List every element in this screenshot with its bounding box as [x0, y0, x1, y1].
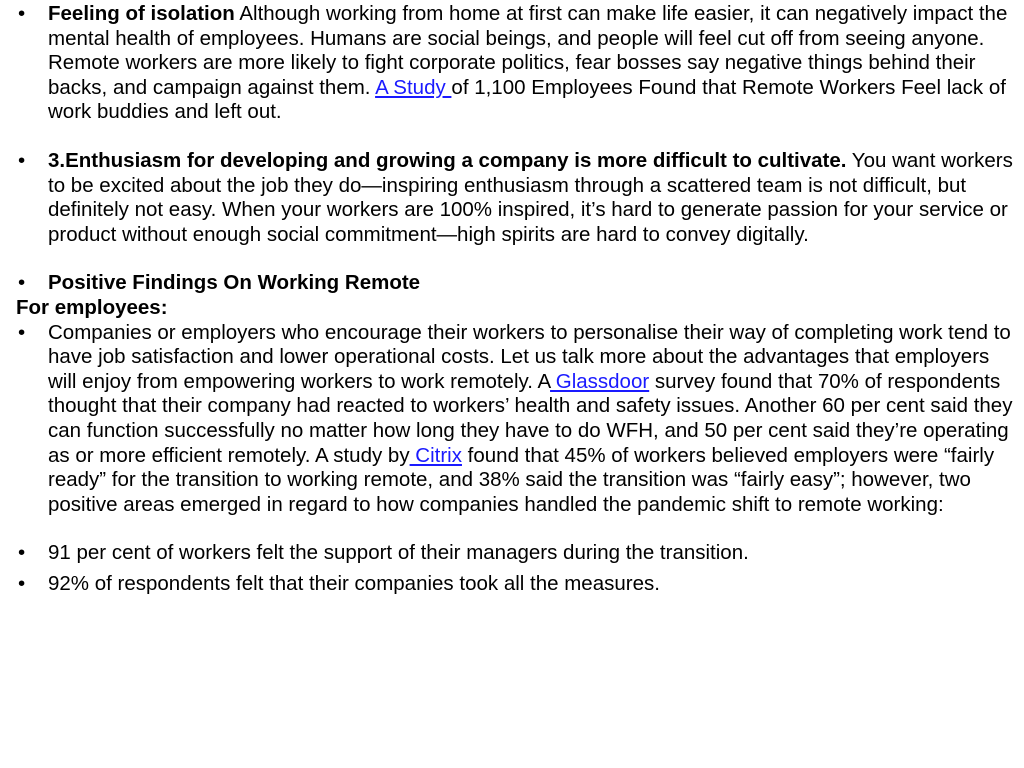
positive-heading: Positive Findings On Working Remote: [48, 271, 421, 295]
isolation-bullet-item: [14, 2, 1014, 125]
slide-content: [14, 2, 1014, 596]
bullet-icon: •: [18, 571, 26, 595]
bullet-icon: •: [18, 271, 26, 295]
isolation-text-end: of 1,100 Employees Found that Remote Workers Feel lack of work buddies and left out.: [48, 75, 1006, 124]
spacer: [14, 247, 1014, 271]
companies-text-3: found that 45% of workers believed employers were “fairly ready” for the transition to working remote, and 38% said the transition was “fairly easy”; however, two positive areas emerged in regard to how companies handled the pandemic shift to remote working:: [48, 443, 995, 516]
finding-item-2: [14, 572, 1014, 597]
isolation-text: Although working from home at first can make life easier, it can negatively impact the mental health of employees. Humans are social beings, and people will feel cut off from seeing anyone. Remote workers are more likely to fight corporate politics, fear bosses say negative things behind their backs, and campaign against them.: [48, 2, 1008, 99]
bullet-icon: •: [18, 320, 26, 344]
finding-item-1: [14, 541, 1014, 566]
spacer: [14, 125, 1014, 149]
finding-text-2: 92% of respondents felt that their companies took all the measures.: [48, 571, 660, 595]
spacer: [14, 517, 1014, 541]
bullet-icon: •: [18, 2, 26, 25]
citrix-link[interactable]: Citrix: [409, 443, 462, 467]
bullet-icon: •: [18, 148, 26, 172]
bullet-icon: •: [18, 541, 26, 565]
companies-bullet-item: [14, 321, 1014, 518]
companies-text-2: survey found that 70% of respondents thought that their company had reacted to workers’ health and safety issues. Another 60 per cent said they can function successfully no matter how long they have to do WFH, and 50 per cent said they’re operating as or more efficient remotely. A study by: [48, 369, 1013, 467]
isolation-heading: Feeling of isolation: [48, 2, 235, 25]
enthusiasm-text: You want workers to be excited about the job they do—inspiring enthusiasm through a scattered team is not difficult, but definitely not easy. When your workers are 100% inspired, it’s hard to generate passion for your service or product without enough social commitment—high spirits are hard to convey digitally.: [48, 148, 1013, 246]
enthusiasm-heading: 3.Enthusiasm for developing and growing a company is more difficult to cultivate.: [48, 148, 847, 172]
companies-text-1: Companies or employers who encourage their workers to personalise their way of completing work tend to have job satisfaction and lower operational costs. Let us talk more about the advantages that employers will enjoy from empowering workers to work remotely. A: [48, 320, 1011, 393]
finding-text-1: 91 per cent of workers felt the support of their managers during the transition.: [48, 541, 749, 565]
glassdoor-link[interactable]: Glassdoor: [550, 369, 650, 393]
employees-heading: For employees:: [16, 295, 168, 319]
positive-bullet-item: [14, 271, 1014, 296]
study-link[interactable]: A Study: [375, 75, 452, 99]
enthusiasm-bullet-item: [14, 149, 1014, 247]
